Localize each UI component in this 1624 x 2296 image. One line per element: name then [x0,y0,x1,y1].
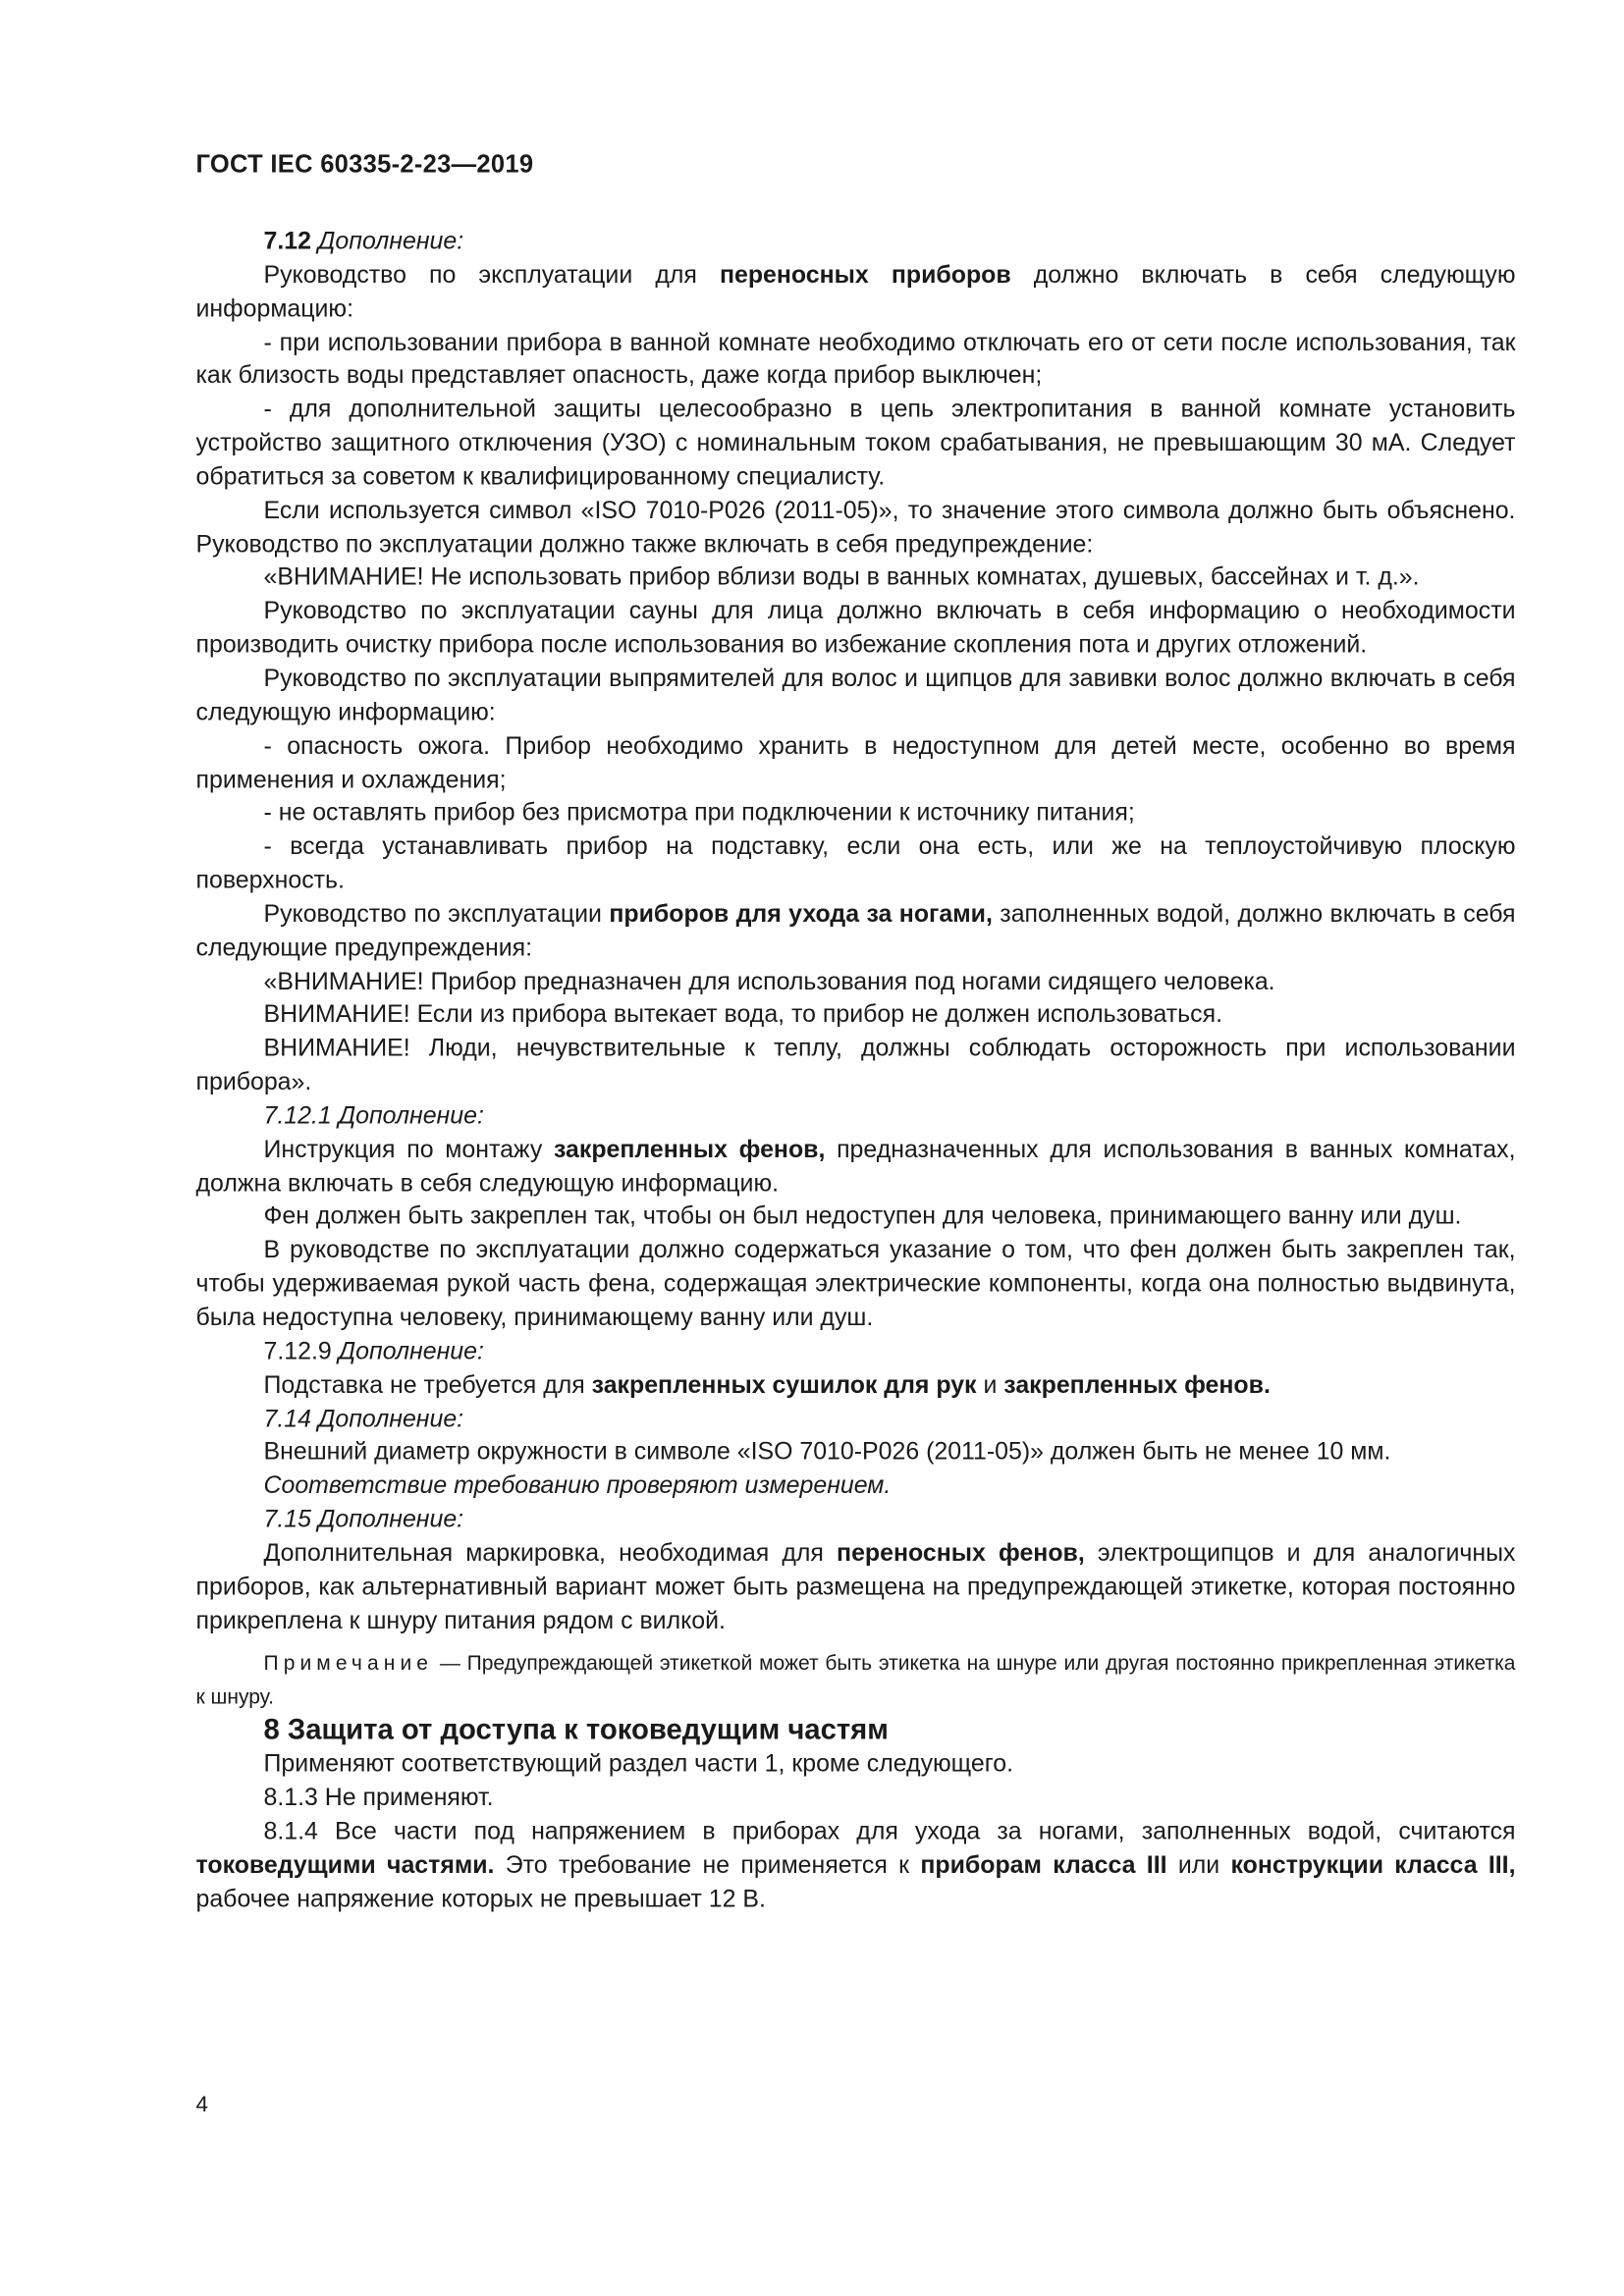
text-run: должно включать в себя следующую информацию: [195,260,1516,323]
text-run: Подставка не требуется для [263,1370,592,1399]
defined-term: токоведущими частями. [195,1850,495,1879]
note-label: Примечание [263,1651,434,1676]
paragraph: Внешний диаметр окружности в символе «ISO 7010-P026 (2011-05)» должен быть не менее 10 мм. [263,1437,1391,1467]
text-run: или [1166,1850,1231,1879]
warning-text: ВНИМАНИЕ! Люди, нечувствительные к теплу, должны соблюдать осторожность при использовании прибора». [195,1034,1516,1096]
list-item: - не оставлять прибор без присмотра при подключении к источнику питания; [263,798,1135,828]
defined-term: закрепленных фенов, [554,1135,826,1163]
defined-term: конструкции класса III, [1230,1850,1516,1879]
list-item: - для дополнительной защиты целесообразно в цепь электропитания в ванной комнате установить устройство защитного отключения (УЗО) с номинальным током срабатывания, не превышающим 30 мА. Следует обратиться за советом к квалифицированному специалисту. [195,395,1516,491]
document-header: ГОСТ IEC 60335-2-23—2019 [195,150,534,179]
clause-7-12-1-heading [196,1099,1516,1133]
defined-term: приборов для ухода за ногами, [609,899,993,928]
clause-7-12-heading [196,226,1516,259]
text-run: заполненных водой, должно включать в себя следующие предупреждения: [195,899,1516,962]
text-run: Это требование не применяется к [494,1850,921,1879]
defined-term: переносных фенов, [837,1538,1085,1567]
clause-number: 7.12.9 [263,1336,332,1365]
note [196,1647,1516,1714]
clause-label: Дополнение: [338,1336,484,1365]
clause-number: 7.12 [263,227,311,255]
note-text: — Предупреждающей этикеткой может быть этикетка на шнуре или другая постоянно прикрепленная этикетка к шнуру. [195,1651,1516,1708]
text-run: Дополнительная маркировка, необходимая для [263,1538,838,1567]
paragraph: Если используется символ «ISO 7010-P026 (2011-05)», то значение этого символа должно быть объяснено. Руководство по эксплуатации должно также включать в себя предупреждение: [195,496,1516,558]
list-item: - опасность ожога. Прибор необходимо хранить в недоступном для детей месте, особенно во время применения и охлаждения; [195,730,1516,793]
text-run: и [976,1370,1004,1399]
clause-7-15-heading [196,1504,1516,1537]
warning-text: «ВНИМАНИЕ! Не использовать прибор вблизи воды в ванных комнатах, душевых, бассейнах и т. д.». [263,562,1420,592]
warning-text: «ВНИМАНИЕ! Прибор предназначен для использования под ногами сидящего человека. [263,966,1275,995]
clause-label: Дополнение: [317,227,464,255]
defined-term: закрепленных фенов. [1003,1370,1271,1399]
text-run: Руководство по эксплуатации [263,899,610,928]
page-number: 4 [195,2092,209,2117]
defined-term: закрепленных сушилок для рук [591,1370,977,1399]
paragraph: В руководстве по эксплуатации должно содержаться указание о том, что фен должен быть закреплен так, чтобы удерживаемая рукой часть фена, содержащая электрические компоненты, когда она полностью выдвинута, была недоступна человеку, принимающему ванну или душ. [195,1235,1516,1331]
text-run: Руководство по эксплуатации для [263,260,720,289]
list-item: - при использовании прибора в ванной комнате необходимо отключать его от сети после использования, так как близость воды представляет опасность, даже когда прибор выключен; [195,327,1516,390]
paragraph [196,1134,1516,1201]
clause-label: 7.12.1 Дополнение: [263,1100,484,1130]
section-8-title: 8 Защита от доступа к токоведущим частям [263,1714,889,1747]
document-body [196,226,1516,1917]
paragraph: Применяют соответствующий раздел части 1, кроме следующего. [263,1749,1014,1779]
compliance-text: Соответствие требованию проверяют измерением. [263,1470,892,1500]
text-run: 8.1.4 Все части под напряжением в приборах для ухода за ногами, заполненных водой, считаются [263,1817,1516,1845]
clause-7-12-9-heading [196,1335,1516,1368]
text-run: Инструкция по монтажу [263,1135,554,1163]
paragraph: Руководство по эксплуатации сауны для лица должно включать в себя информацию о необходимости производить очистку прибора после использования во избежание скопления пота и других отложений. [195,596,1516,659]
paragraph [196,898,1516,966]
clause-label: 7.15 Дополнение: [263,1505,464,1533]
defined-term: приборам класса III [920,1850,1167,1879]
paragraph: Фен должен быть закреплен так, чтобы он был недоступен для человека, принимающего ванну или душ. [263,1201,1462,1231]
paragraph [196,259,1516,327]
paragraph [196,1369,1516,1403]
warning-text: ВНИМАНИЕ! Если из прибора вытекает вода, то прибор не должен использоваться. [263,1000,1222,1029]
text-run: предназначенных для использования в ванных комнатах, должна включать в себя следующую информацию. [195,1135,1516,1197]
list-item: - всегда устанавливать прибор на подставку, если она есть, или же на теплоустойчивую плоскую поверхность. [195,831,1516,894]
compliance-check [196,1469,1516,1503]
clause-7-14-heading [196,1403,1516,1436]
paragraph: 8.1.3 Не применяют. [263,1783,494,1812]
paragraph: Руководство по эксплуатации выпрямителей для волос и щипцов для завивки волос должно включать в себя следующую информацию: [195,664,1516,726]
paragraph [196,1816,1516,1917]
defined-term: переносных приборов [719,260,1011,289]
clause-label: 7.14 Дополнение: [263,1404,464,1432]
paragraph [196,1537,1516,1638]
text-run: рабочее напряжение которых не превышает 12 В. [195,1884,766,1913]
text-run: электрощипцов и для аналогичных приборов, как альтернативный вариант может быть размещена на предупреждающей этикетке, которая постоянно прикреплена к шнуру питания рядом с вилкой. [195,1538,1516,1634]
